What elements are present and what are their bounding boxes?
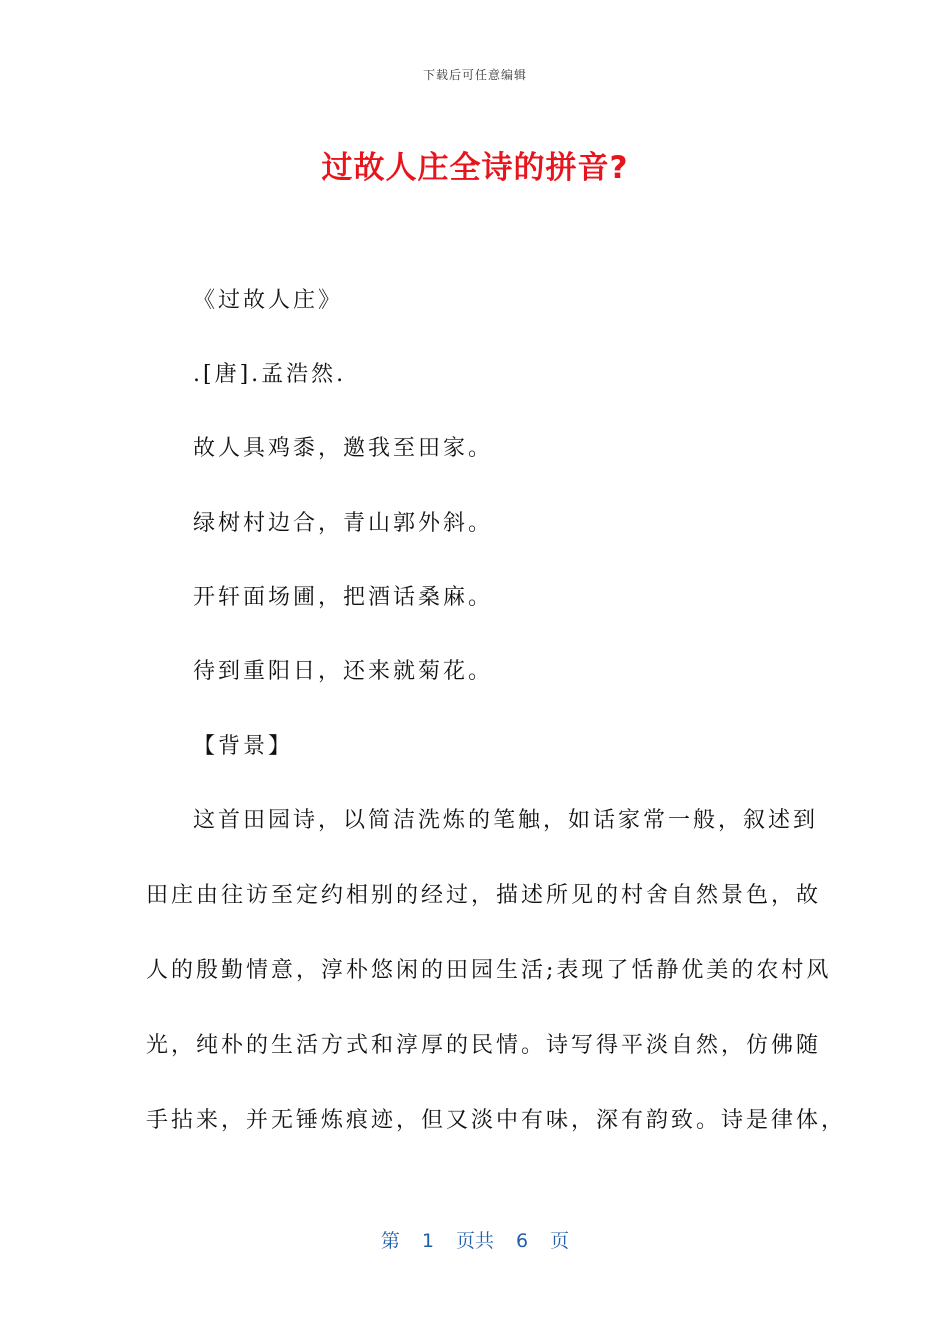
poem-verse: 待到重阳日，还来就菊花。 <box>193 659 494 684</box>
section-heading: 【背景】 <box>193 734 294 759</box>
poem-verse: 故人具鸡黍，邀我至田家。 <box>193 436 494 461</box>
paragraph-line: 田庄由往访至定约相别的经过，描述所见的村舍自然景色，故 <box>146 883 822 908</box>
page-footer <box>0 1226 950 1253</box>
paragraph-line: 光，纯朴的生活方式和淳厚的民情。诗写得平淡自然，仿佛随 <box>146 1033 822 1058</box>
author-line: .[唐].孟浩然. <box>193 362 347 387</box>
document-title: 过故人庄全诗的拼音? <box>321 150 629 186</box>
footer-suffix: 页 <box>550 1230 570 1252</box>
poem-verse: 绿树村边合，青山郭外斜。 <box>193 511 494 536</box>
total-pages-number: 6 <box>516 1230 529 1252</box>
poem-title: 《过故人庄》 <box>193 288 344 313</box>
header-note: 下载后可任意编辑 <box>422 68 527 82</box>
footer-prefix: 第 <box>380 1230 400 1252</box>
poem-verse: 开轩面场圃，把酒话桑麻。 <box>193 585 494 610</box>
paragraph-line: 这首田园诗，以简洁洗炼的笔触，如话家常一般，叙述到 <box>193 808 819 833</box>
paragraph-line: 手拈来，并无锤炼痕迹，但又淡中有味，深有韵致。诗是律体， <box>146 1108 847 1133</box>
paragraph-line: 人的殷勤情意，淳朴悠闲的田园生活;表现了恬静优美的农村风 <box>146 958 832 983</box>
current-page-number: 1 <box>421 1230 434 1252</box>
footer-middle: 页共 <box>455 1230 494 1252</box>
